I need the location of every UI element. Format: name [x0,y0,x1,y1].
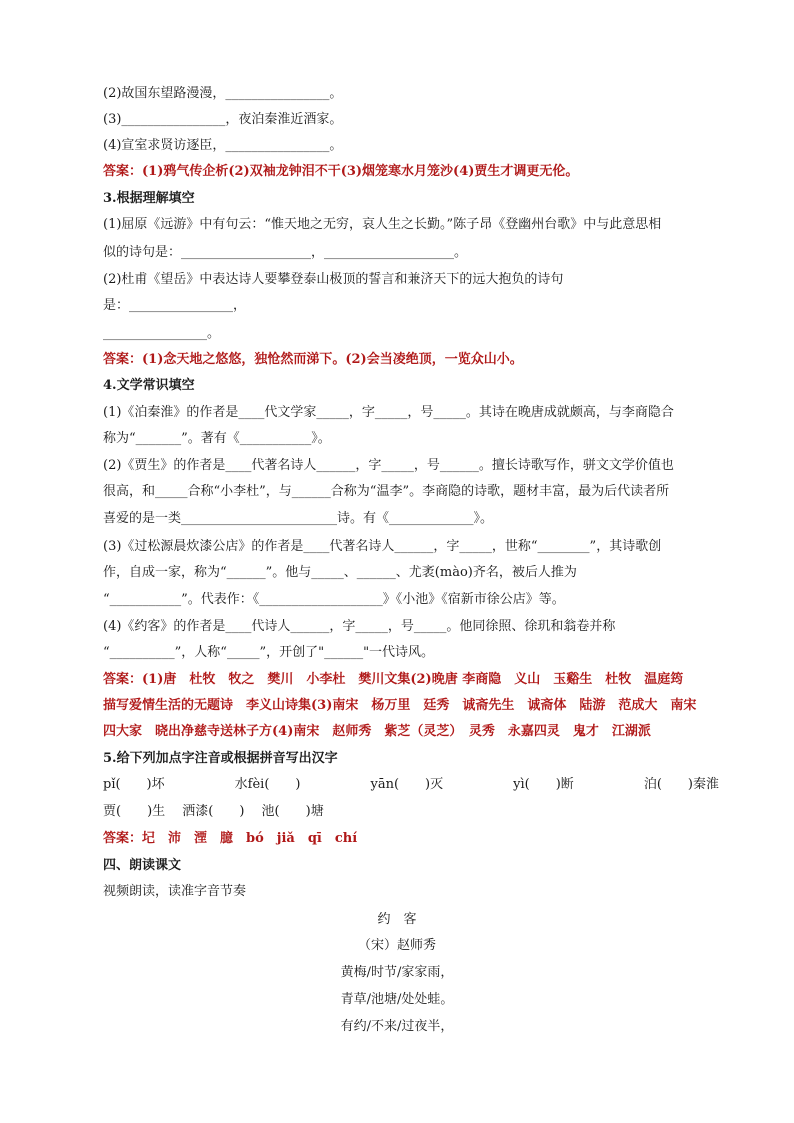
pinyin-item-5: 泊( )秦淮 [643,777,719,792]
pinyin-item-2: 水fèi( ) [234,777,301,792]
q4-4-line-a: (4)《约客》的作者是____代诗人______，字_____，号_____。他同徐照、徐玑和翁卷并称 [103,619,616,634]
pinyin-row-2: 贾( )生 洒漆( ) 池( )塘 [103,804,324,819]
q4-1-line-b: 称为“_______”。著有《___________》。 [103,431,331,446]
section-3-heading: 3.根据理解填空 [103,191,195,206]
section-4-heading: 4.文学常识填空 [103,378,195,393]
fill-line-4: (4)宣室求贤访逐臣，________________。 [103,138,343,153]
answer-4: 答案：圮 沛 湮 臆 bó jiǎ qī chí [103,831,358,846]
section-reading-heading: 四、朗读课文 [103,858,182,873]
q3-2-line-b: 是：________________， [103,298,247,313]
answer-1: 答案：(1)鸦气传企析(2)双袖龙钟泪不干(3)烟笼寒水月笼沙(4)贾生才调更无伦。 [103,164,579,179]
q4-2-line-c: 喜爱的是一类________________________诗。有《_____________》。 [103,511,494,526]
answer-3-line-a: 答案：(1)唐 杜牧 牧之 樊川 小李杜 樊川文集(2)晚唐 李商隐 义山 玉谿生 杜牧 温庭筠 [103,672,684,687]
q4-2-line-a: (2)《贾生》的作者是____代著名诗人______，字_____，号______。擅长诗歌写作，骈文文学价值也 [103,458,674,473]
section-5-heading: 5.给下列加点字注音或根据拼音写出汉字 [103,751,338,766]
q4-3-line-c: “___________”。代表作：《___________________》《小池》《宿新市徐公店》等。 [103,592,565,607]
fill-line-2: (2)故国东望路漫漫，________________。 [103,86,343,101]
q4-3-line-b: 作，自成一家，称为“______”。他与_____、______、尤袤(mào)齐名，被后人推为 [103,565,577,580]
q3-1-line-b: 似的诗句是：____________________，____________________。 [103,245,468,260]
q4-2-line-b: 很高，和_____合称“小李杜”，与______合称为“温李”。李商隐的诗歌，题材丰富，最为后代读者所 [103,484,670,499]
q3-1-line-a: (1)屈原《远游》中有句云：“惟天地之无穷，哀人生之长勤。”陈子昂《登幽州台歌》中与此意思相 [103,217,662,232]
q4-4-line-b: “__________”，人称“_____”，开创了"______"一代诗风。 [103,645,435,660]
poem-line-3: 有约/不来/过夜半， [340,1019,454,1034]
poem-title: 约 客 [377,912,417,927]
answer-2: 答案：(1)念天地之悠悠，独怆然而涕下。(2)会当凌绝顶，一览众山小。 [103,352,523,367]
pinyin-row-1 [103,775,719,795]
pinyin-item-1: pǐ( )坏 [103,777,165,792]
reading-instruction: 视频朗读，读准字音节奏 [103,884,247,899]
q3-2-line-c: ________________。 [103,326,221,341]
poem-line-1: 黄梅/时节/家家雨， [340,965,454,980]
pinyin-item-3: yān( )灭 [370,777,444,792]
pinyin-item-4: yì( )断 [513,777,574,792]
q4-3-line-a: (3)《过松源晨炊漆公店》的作者是____代著名诗人______，字_____，世称“________”，其诗歌创 [103,539,662,554]
poem-author: （宋）赵师秀 [357,938,436,953]
q4-1-line-a: (1)《泊秦淮》的作者是____代文学家_____，字_____，号_____。其诗在晚唐成就颇高，与李商隐合 [103,405,674,420]
answer-3-line-b: 描写爱情生活的无题诗 李义山诗集(3)南宋 杨万里 廷秀 诚斋先生 诚斋体 陆游 范成大 南宋 [103,698,697,713]
poem-line-2: 青草/池塘/处处蛙。 [340,992,454,1007]
fill-line-3: (3)________________，夜泊秦淮近酒家。 [103,112,343,127]
q3-2-line-a: (2)杜甫《望岳》中表达诗人要攀登泰山极顶的誓言和兼济天下的远大抱负的诗句 [103,272,564,287]
answer-3-line-c: 四大家 晓出净慈寺送林子方(4)南宋 赵师秀 紫芝（灵芝） 灵秀 永嘉四灵 鬼才 江湖派 [103,724,651,739]
